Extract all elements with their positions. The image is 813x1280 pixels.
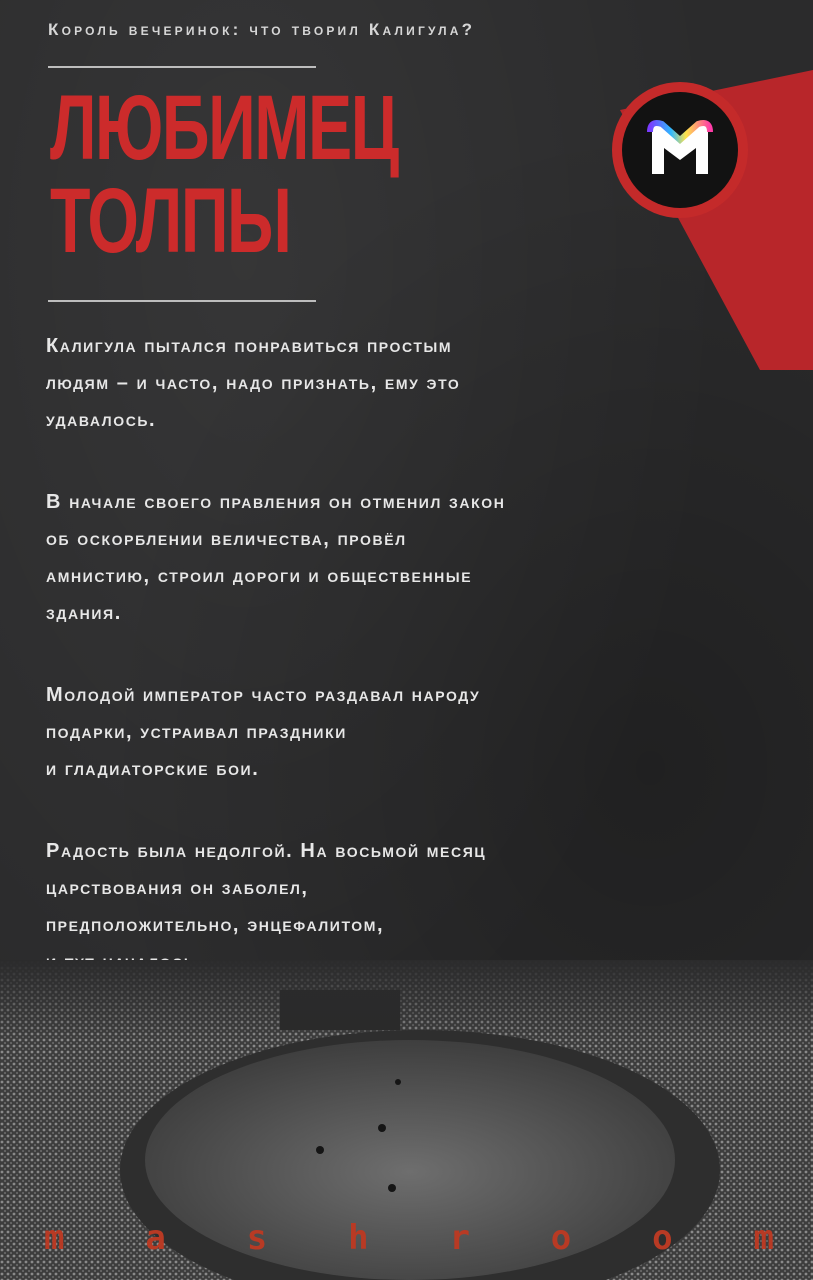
brand-letter: o [652,1218,673,1258]
brand-letter: h [348,1218,369,1258]
brand-wordmark [44,1218,774,1258]
article-body [46,328,786,1026]
divider-top [48,66,316,68]
kicker-text: Король вечеринок: что творил Калигула? [48,20,476,39]
paragraph-1: Калигула пытался понравиться простым людям – и часто, надо признать, ему это удавалось. [46,335,461,431]
m-letter-logo-icon [622,92,738,208]
divider-bottom [48,300,316,302]
title-line-1: ЛЮБИМЕЦ [50,77,398,179]
brand-letter: m [753,1218,774,1258]
page-title [50,77,398,272]
brand-letter: a [145,1218,166,1258]
logo-ring [612,82,748,218]
brand-letter: s [246,1218,268,1258]
paragraph-4: Радость была недолгой. На восьмой месяц царствования он заболел, предположительно, энцефалитом, [46,840,487,936]
brand-letter: m [44,1218,65,1258]
brand-letter: r [449,1218,470,1258]
brand-letter: o [550,1218,572,1258]
title-line-2: ТОЛПЫ [50,170,291,272]
paragraph-3: Молодой император часто раздавал народу подарки, устраивал праздники и гладиаторские бои. [46,684,481,780]
paragraph-2: В начале своего правления он отменил закон об оскорблении величества, провёл амнистию, строил дороги и общественные здания. [46,491,506,624]
logo-badge [622,92,738,208]
